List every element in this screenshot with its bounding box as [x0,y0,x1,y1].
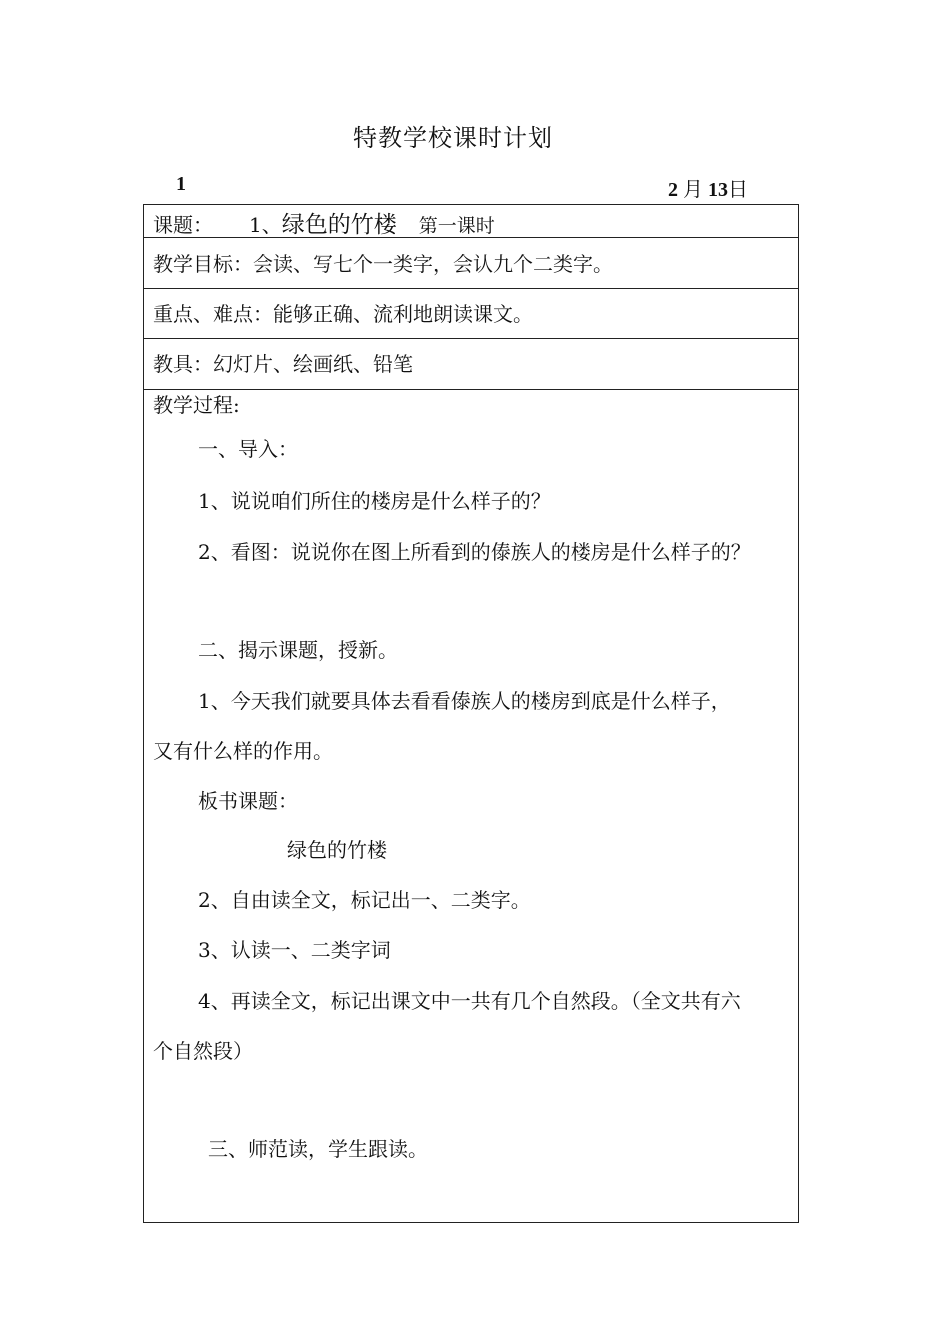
process-line: 板书课题： [198,789,298,813]
date-month: 2 [668,179,678,201]
date-day-label: 日 [728,179,748,201]
date-month-label: 月 [683,179,703,201]
lesson-date [668,173,748,202]
topic-row [153,206,495,239]
process-line: 1、今天我们就要具体去看看傣族人的楼房到底是什么样子， [198,689,731,713]
topic-number: 1、 [249,213,282,237]
topic-period: 第一课时 [418,215,495,237]
process-line: 二、揭示课题，授新。 [198,638,398,662]
lesson-number: 1 [176,173,186,195]
row-divider [143,389,799,390]
page-title: 特教学校课时计划 [353,124,553,152]
date-day: 13 [708,179,728,201]
board-title: 绿色的竹楼 [287,838,387,862]
process-line: 个自然段） [153,1039,253,1063]
key-points-text: 重点、难点：能够正确、流利地朗读课文。 [153,302,533,326]
process-line: 2、自由读全文，标记出一、二类字。 [198,888,531,912]
row-divider [143,288,799,289]
process-line: 2、看图：说说你在图上所看到的傣族人的楼房是什么样子的？ [198,540,751,564]
process-line: 1、说说咱们所住的楼房是什么样子的？ [198,489,551,513]
process-heading: 教学过程: [153,393,240,417]
process-line: 一、导入： [198,437,298,461]
row-divider [143,338,799,339]
tools-text: 教具：幻灯片、绘画纸、铅笔 [153,352,413,376]
process-line: 3、认读一、二类字词 [198,938,391,962]
process-line: 又有什么样的作用。 [153,739,333,763]
objectives-text: 教学目标：会读、写七个一类字，会认九个二类字。 [153,252,613,276]
process-line: 4、再读全文，标记出课文中一共有几个自然段。（全文共有六 [198,989,741,1013]
topic-label: 课题： [153,213,213,237]
topic-name: 绿色的竹楼 [281,212,397,238]
process-line: 三、师范读，学生跟读。 [208,1137,428,1161]
